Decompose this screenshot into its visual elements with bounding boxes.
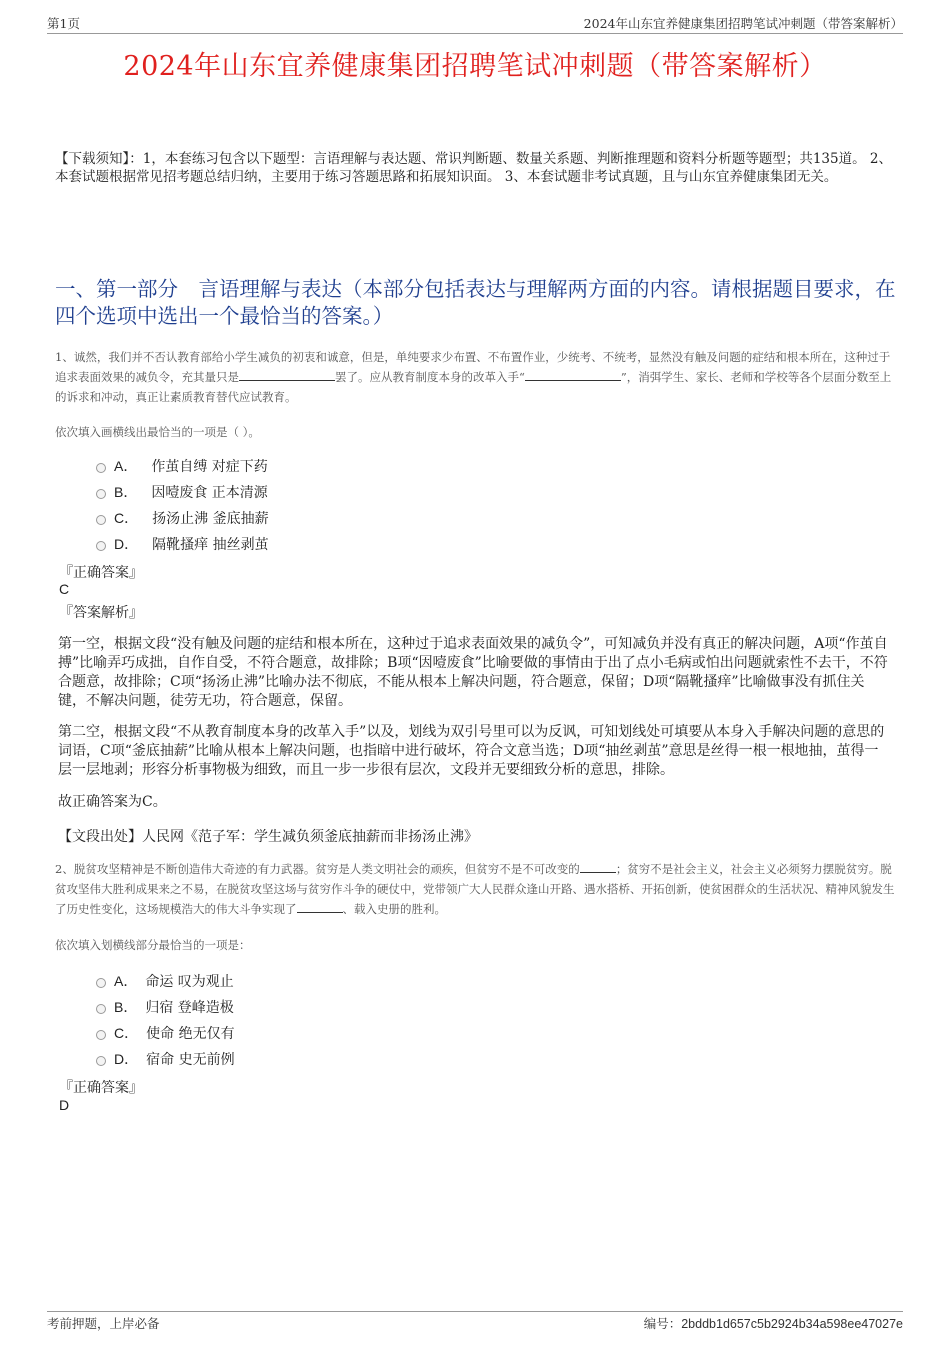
q1-answer: C [59,581,70,597]
q1-text-c: ”，消弭学生、家长、老师和学校等各个层面分数至上的诉求和冲动，真正让素质教育替代应试教育。 [55,370,892,404]
q2-blank-2 [297,900,343,913]
radio-icon[interactable] [96,541,106,551]
radio-icon[interactable] [96,978,106,988]
option-letter: D． [114,1051,139,1067]
q1-blank-1 [239,368,335,381]
question-1-text [55,347,900,407]
option-text: 使命 绝无仅有 [146,1026,235,1042]
option-text: 宿命 史无前例 [146,1052,235,1068]
option-text: 因噎废食 正本清源 [151,485,268,501]
option-letter: C． [114,1025,139,1041]
option-letter: B． [114,999,138,1015]
section-heading: 一、第一部分 言语理解与表达（本部分包括表达与理解两方面的内容。请根据题目要求，在四个选项中选出一个最恰当的答案。） [55,277,896,328]
q1-conclusion: 故正确答案为C。 [58,794,167,810]
option-text: 扬汤止沸 釜底抽薪 [152,511,269,527]
q1-analysis-paragraph: 第二空，根据文段“不从教育制度本身的改革入手”以及，划线为双引号里可以为反讽，可知划线处可填要从本身入手解决问题的意思的词语，C项“釜底抽薪”比喻从根本上解决问题，也指暗中进行破坏，符合文意当选；D项“抽丝剥茧”意思是丝得一根一根地抽，茧得一层一层地剥；形容分析事物极为细致，而且一步一步很有层次，文段并无要细致分析的意思，排除。 [58,724,885,778]
q1-option-b[interactable] [96,481,268,503]
option-letter: D． [114,536,139,552]
option-text: 隔靴搔痒 抽丝剥茧 [152,537,269,553]
page-number: 第1页 [47,16,80,31]
download-notice: 【下载须知】：1，本套练习包含以下题型：言语理解与表达题、常识判断题、数量关系题、判断推理题和资料分析题等题型；共135道。 2、本套试题根据常见招考题总结归纳，主要用于练习答题思路和拓展知识面。 3、本套试题非考试真题，且与山东宜养健康集团无关。 [55,151,892,185]
radio-icon[interactable] [96,1004,106,1014]
code-value: 2bddb1d657c5b2924b34a598ee47027e [681,1317,903,1331]
option-text: 作茧自缚 对症下药 [151,459,268,475]
q1-analysis-label: 『答案解析』 [59,605,143,621]
q2-option-c[interactable] [96,1022,235,1044]
q1-text-b: 罢了。应从教育制度本身的改革入手“ [335,370,525,384]
radio-icon[interactable] [96,515,106,525]
header-divider [47,33,903,34]
running-title: 2024年山东宜养健康集团招聘笔试冲刺题（带答案解析） [583,16,903,31]
footer-slogan: 考前押题，上岸必备 [47,1316,160,1331]
option-letter: A． [114,973,138,989]
q1-option-c[interactable] [96,507,269,529]
q1-prompt: 依次填入画横线出最恰当的一项是（ ）。 [55,425,260,439]
q1-source: 【文段出处】人民网《范子军：学生减负须釜底抽薪而非扬汤止沸》 [58,829,478,845]
radio-icon[interactable] [96,489,106,499]
q2-option-d[interactable] [96,1048,235,1070]
radio-icon[interactable] [96,463,106,473]
q1-blank-2 [525,368,621,381]
option-letter: B． [114,484,138,500]
footer-divider [47,1311,903,1312]
question-2-text [55,859,900,919]
option-text: 命运 叹为观止 [145,974,234,990]
q2-blank-1 [580,860,616,873]
q1-option-a[interactable] [96,455,268,477]
q1-analysis-paragraph: 第一空，根据文段“没有触及问题的症结和根本所在，这种过于追求表面效果的减负令”，可知减负并没有真正的解决问题，A项“作茧自搏”比喻弄巧成拙，自作自受，不符合题意，故排除；B项“因噎废食”比喻要做的事情由于出了点小毛病或怕出问题就索性不去干，不符合题意，故排除；C项“扬汤止沸”比喻办法不彻底，不能从根本上解决问题，符合题意，保留；D项“隔靴搔痒”比喻做事没有抓住关键，不解决问题，徒劳无功，符合题意，保留。 [58,636,888,709]
q2-option-b[interactable] [96,996,234,1018]
q1-option-d[interactable] [96,533,269,555]
option-letter: C． [114,510,139,526]
q2-option-a[interactable] [96,970,234,992]
code-label: 编号： [643,1316,682,1331]
document-code [644,1314,903,1332]
q2-answer-label: 『正确答案』 [59,1080,143,1096]
q1-text-a: 1、诚然，我们并不否认教育部给小学生减负的初衷和诚意，但是，单纯要求少布置、不布置作业，少统考、不统考，显然没有触及问题的症结和根本所在，这种过于追求表面效果的减负令，充其量只是 [55,350,891,384]
q2-text-a: 2、脱贫攻坚精神是不断创造伟大奇迹的有力武器。贫穷是人类文明社会的顽疾，但贫穷不是不可改变的 [55,862,580,876]
q2-text-c: 、载入史册的胜利。 [342,902,446,916]
q2-text-b: ；贫穷不是社会主义，社会主义必须努力摆脱贫穷。脱贫攻坚伟大胜利成果来之不易，在脱贫攻坚这场与贫穷作斗争的硬仗中，党带领广大人民群众逢山开路、遇水搭桥、开拓创新，使贫困群众的生活状况、精神风貌发生了历史性变化，这场规模浩大的伟大斗争实现了 [55,862,895,916]
radio-icon[interactable] [96,1056,106,1066]
option-letter: A． [114,458,138,474]
q1-answer-label: 『正确答案』 [59,565,143,581]
radio-icon[interactable] [96,1030,106,1040]
q2-answer: D [59,1097,70,1113]
option-text: 归宿 登峰造极 [145,1000,234,1016]
q2-prompt: 依次填入划横线部分最恰当的一项是： [55,938,251,952]
document-title: 2024年山东宜养健康集团招聘笔试冲刺题（带答案解析） [123,51,827,82]
